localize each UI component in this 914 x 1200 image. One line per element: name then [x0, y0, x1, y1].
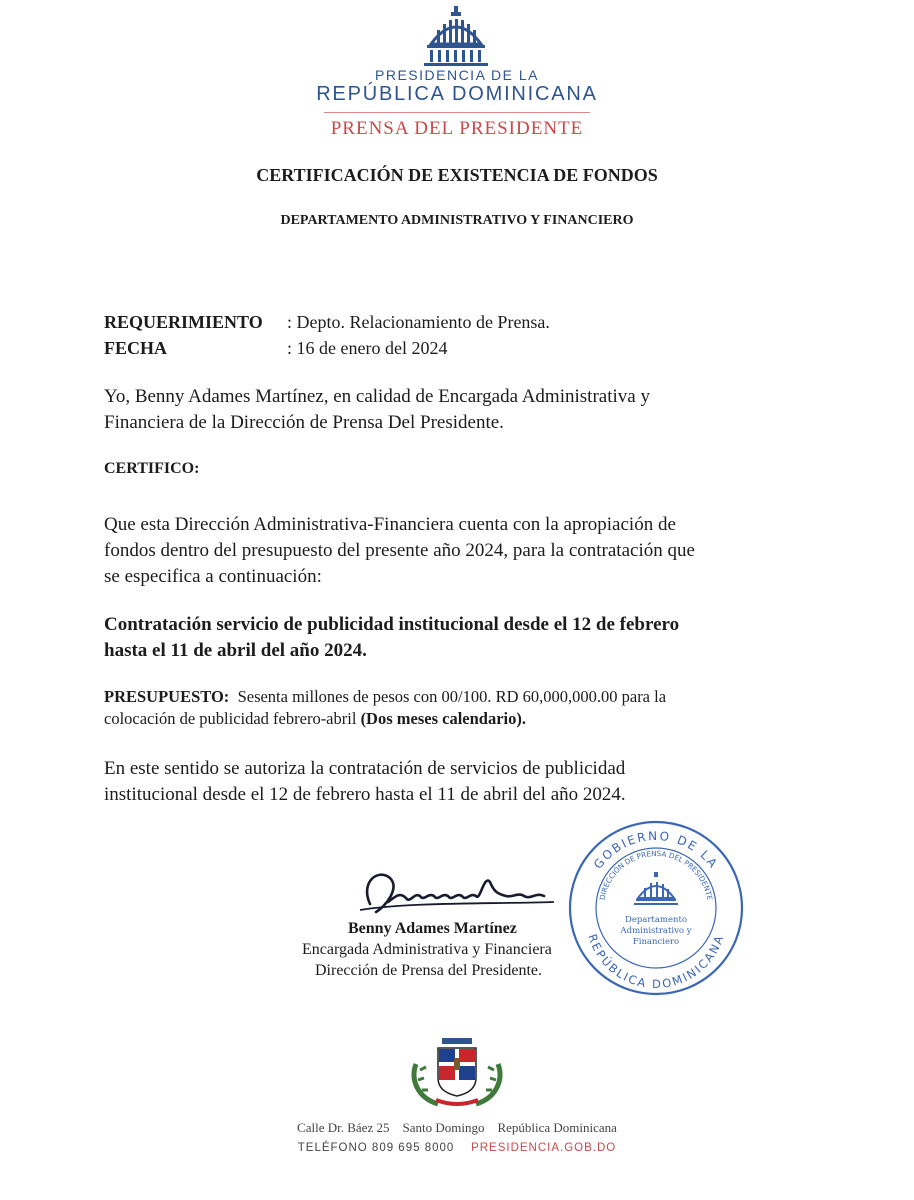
signer-name: Benny Adames Martínez: [348, 920, 517, 937]
closing-line-2: institucional desde el 12 de febrero hasta el 11 de abril del año 2024.: [104, 784, 626, 805]
footer-contact-line: [0, 1142, 914, 1154]
body-line-1: Que esta Dirección Administrativa-Financiera cuenta con la apropiación de: [104, 514, 676, 535]
budget-amount: Sesenta millones de pesos con 00/100. RD 60,000,000.00 para la: [237, 687, 667, 706]
stamp-center-line-2: Administrativo y: [620, 926, 692, 936]
footer-city: Santo Domingo: [402, 1120, 485, 1135]
body-line-2: fondos dentro del presupuesto del presente año 2024, para la contratación que: [104, 540, 695, 561]
closing-line-1: En este sentido se autoriza la contratación de servicios de publicidad: [104, 758, 626, 779]
footer-website-link[interactable]: PRESIDENCIA.GOB.DO: [471, 1142, 617, 1154]
logo-line-presidencia: PRESIDENCIA DE LA: [375, 67, 539, 83]
logo-line-republica: REPÚBLICA DOMINICANA: [316, 83, 598, 105]
footer-country: República Dominicana: [497, 1120, 617, 1135]
dome-icon: [421, 6, 491, 68]
footer-address-line: [0, 1120, 914, 1136]
document-title: CERTIFICACIÓN DE EXISTENCIA DE FONDOS: [256, 165, 658, 185]
budget-duration: (Dos meses calendario).: [360, 709, 526, 728]
stamp-outer-top: GOBIERNO DE LA: [590, 828, 722, 872]
budget-line-1: [104, 686, 804, 707]
department-subtitle: DEPARTAMENTO ADMINISTRATIVO Y FINANCIERO: [280, 213, 634, 228]
official-stamp: [566, 818, 746, 998]
coat-of-arms-icon: [408, 1034, 506, 1108]
stamp-outer-bottom: REPÚBLICA DOMINICANA: [585, 932, 727, 992]
meta-value-fecha: : 16 de enero del 2024: [287, 338, 448, 358]
contract-line-2: hasta el 11 de abril del año 2024.: [104, 640, 367, 661]
footer-address: Calle Dr. Báez 25: [297, 1120, 390, 1135]
certifico-heading: CERTIFICO:: [104, 460, 200, 477]
meta-label-requerimiento: REQUERIMIENTO: [104, 312, 263, 332]
meta-label-fecha: FECHA: [104, 338, 167, 358]
footer-phone: TELÉFONO 809 695 8000: [297, 1142, 455, 1154]
body-line-3: se especifica a continuación:: [104, 566, 322, 587]
handwritten-signature: [330, 862, 570, 928]
signer-office: Dirección de Prensa del Presidente.: [315, 962, 543, 979]
meta-value-requerimiento: : Depto. Relacionamiento de Prensa.: [287, 312, 550, 332]
logo-divider: [324, 112, 590, 113]
budget-label: PRESUPUESTO:: [104, 687, 230, 706]
budget-period: colocación de publicidad febrero-abril: [104, 709, 357, 728]
stamp-center-line-1: Departamento: [625, 915, 687, 925]
stamp-inner-top: DIRECCIÓN DE PRENSA DEL PRESIDENTE: [597, 848, 715, 901]
contract-line-1: Contratación servicio de publicidad institucional desde el 12 de febrero: [104, 614, 680, 635]
stamp-center-line-3: Financiero: [632, 937, 680, 947]
logo-line-prensa: PRENSA DEL PRESIDENTE: [330, 118, 584, 139]
stamp-dome-icon: [634, 872, 678, 905]
signer-role: Encargada Administrativa y Financiera: [302, 941, 552, 958]
intro-line-2: Financiera de la Dirección de Prensa Del Presidente.: [104, 412, 504, 433]
budget-line-2: [104, 708, 804, 729]
intro-line-1: Yo, Benny Adames Martínez, en calidad de Encargada Administrativa y: [104, 386, 650, 407]
